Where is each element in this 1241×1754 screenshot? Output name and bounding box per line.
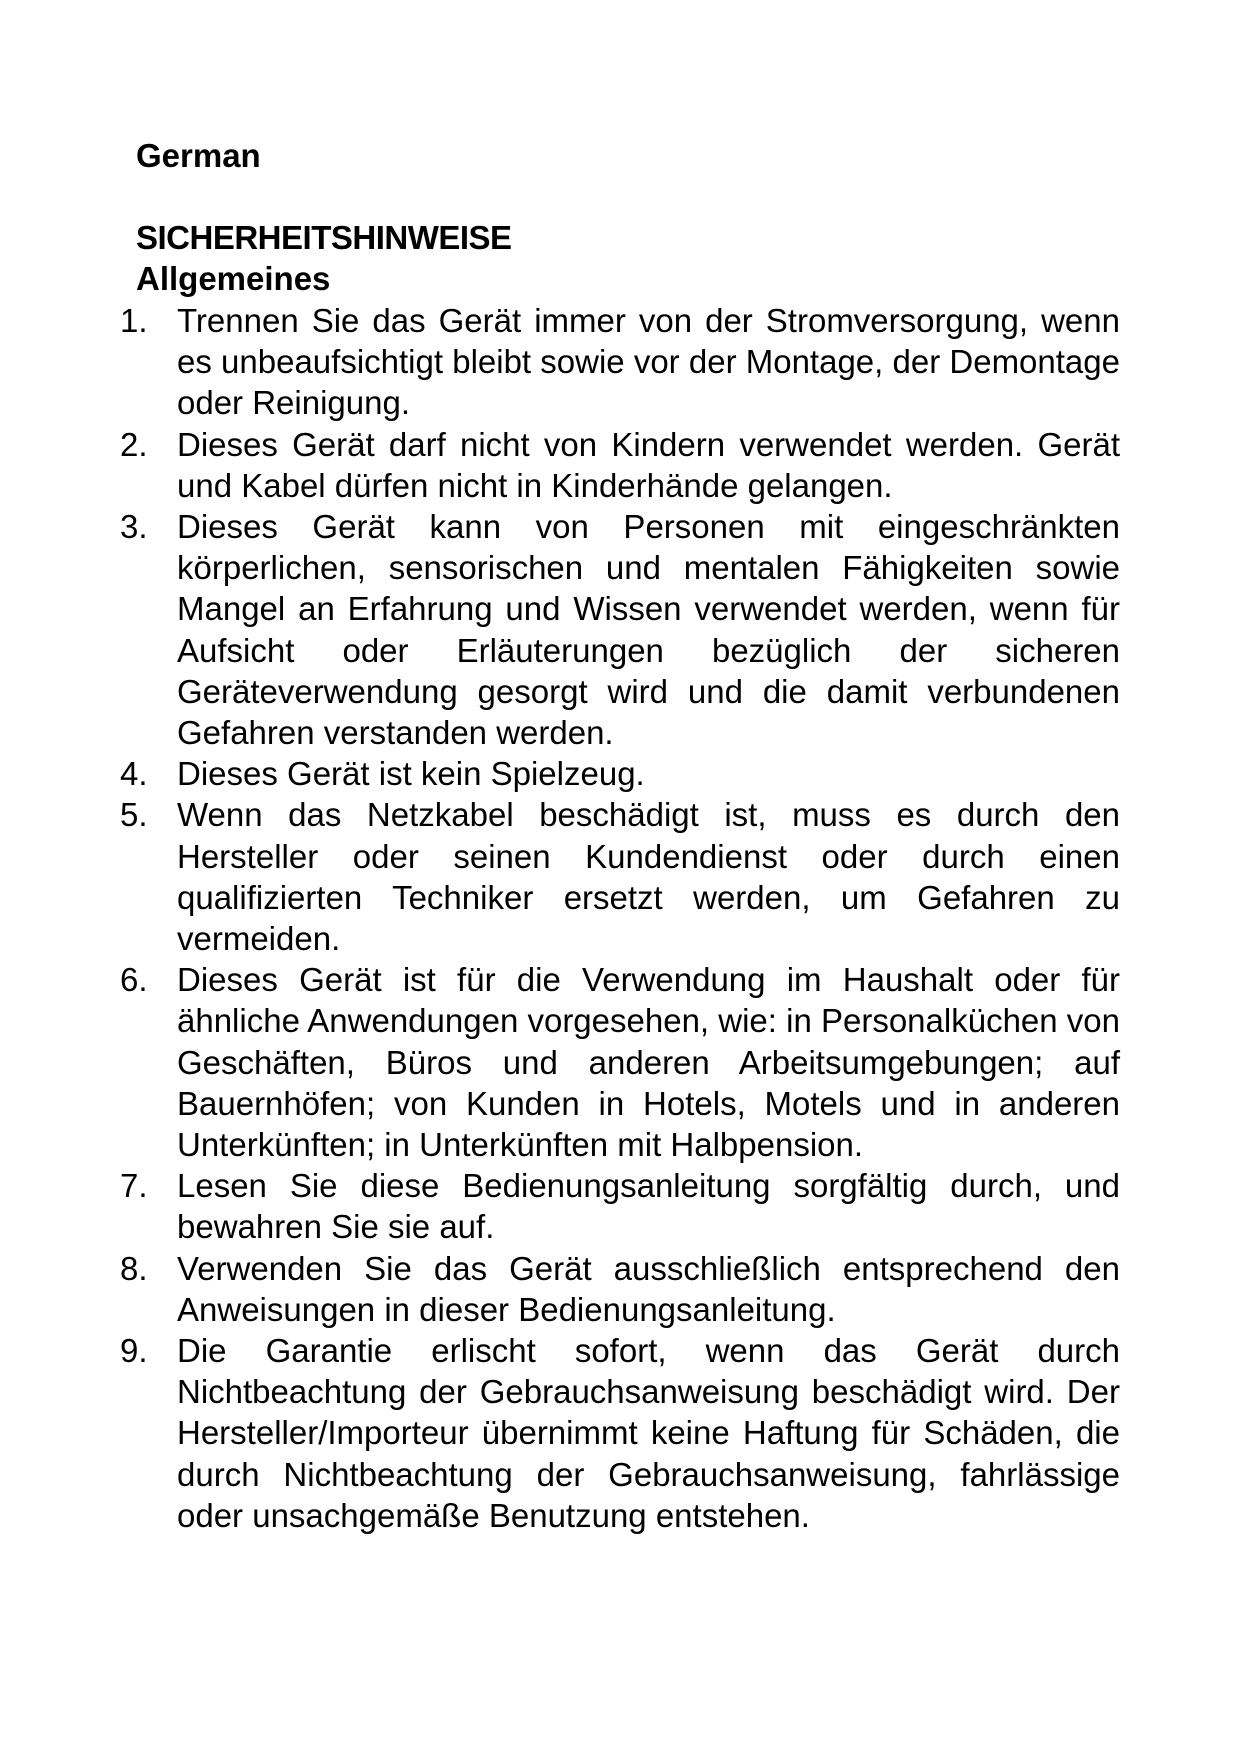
instruction-text: Dieses Gerät kann von Personen mit eingeschränkten körperlichen, sensorischen und mentalen Fähigkeiten sowie Mangel an Erfahrung und Wissen verwendet werden, wenn für Aufsicht oder Erläuterungen bezüglich der sicheren Geräteverwendung gesorgt wird und die damit verbundenen Gefahren verstanden werden. — [177, 508, 1120, 752]
instruction-text: Die Garantie erlischt sofort, wenn das Gerät durch Nichtbeachtung der Gebrauchsanweisung beschädigt wird. Der Hersteller/Importeur übernimmt keine Haftung für Schäden, die durch Nichtbeachtung der Gebrauchsanweisung, fahrlässige oder unsachgemäße Benutzung entstehen. — [177, 1332, 1120, 1534]
safety-instruction-6 — [120, 959, 1120, 1165]
instruction-text: Wenn das Netzkabel beschädigt ist, muss es durch den Hersteller oder seinen Kundendienst oder durch einen qualifizierten Techniker ersetzt werden, um Gefahren zu vermeiden. — [177, 796, 1120, 958]
instruction-number: 6. — [120, 961, 148, 999]
safety-instruction-3 — [120, 506, 1120, 753]
instruction-text: Dieses Gerät darf nicht von Kindern verwendet werden. Gerät und Kabel dürfen nicht in Kinderhände gelangen. — [177, 425, 1120, 504]
instruction-number: 2. — [120, 425, 148, 463]
safety-instruction-5 — [120, 794, 1120, 959]
section-title: SICHERHEITSHINWEISE — [136, 219, 512, 256]
instruction-number: 7. — [120, 1167, 148, 1205]
safety-instruction-1 — [120, 300, 1120, 424]
instruction-text: Dieses Gerät ist für die Verwendung im Haushalt oder für ähnliche Anwendungen vorgesehen, wie: in Personalküchen von Geschäften, Büros und anderen Arbeitsumgebungen; auf Bauernhöfen; von Kunden in Hotels, Motels und in anderen Unterkünften; in Unterkünften mit Halbpension. — [177, 961, 1120, 1164]
instruction-number: 4. — [120, 755, 148, 793]
language-label: German — [136, 137, 261, 174]
instruction-number: 9. — [120, 1332, 148, 1370]
instruction-number: 8. — [120, 1249, 148, 1287]
instruction-text: Dieses Gerät ist kein Spielzeug. — [177, 755, 645, 793]
instruction-text: Verwenden Sie das Gerät ausschließlich entsprechend den Anweisungen in dieser Bedienungsanleitung. — [177, 1249, 1120, 1328]
instruction-text: Trennen Sie das Gerät immer von der Stromversorgung, wenn es unbeaufsichtigt bleibt sowie vor der Montage, der Demontage oder Reinigung. — [177, 302, 1120, 422]
safety-instruction-2 — [120, 424, 1120, 506]
instruction-number: 3. — [120, 508, 148, 546]
safety-instruction-list — [120, 300, 1120, 1536]
safety-instruction-8 — [120, 1248, 1120, 1330]
subsection-title: Allgemeines — [136, 260, 331, 297]
instruction-number: 5. — [120, 796, 148, 834]
instruction-text: Lesen Sie diese Bedienungsanleitung sorgfältig durch, und bewahren Sie sie auf. — [177, 1167, 1120, 1246]
instruction-number: 1. — [120, 302, 148, 339]
safety-instruction-4 — [120, 753, 1120, 794]
safety-instruction-7 — [120, 1165, 1120, 1247]
safety-instruction-9 — [120, 1330, 1120, 1536]
